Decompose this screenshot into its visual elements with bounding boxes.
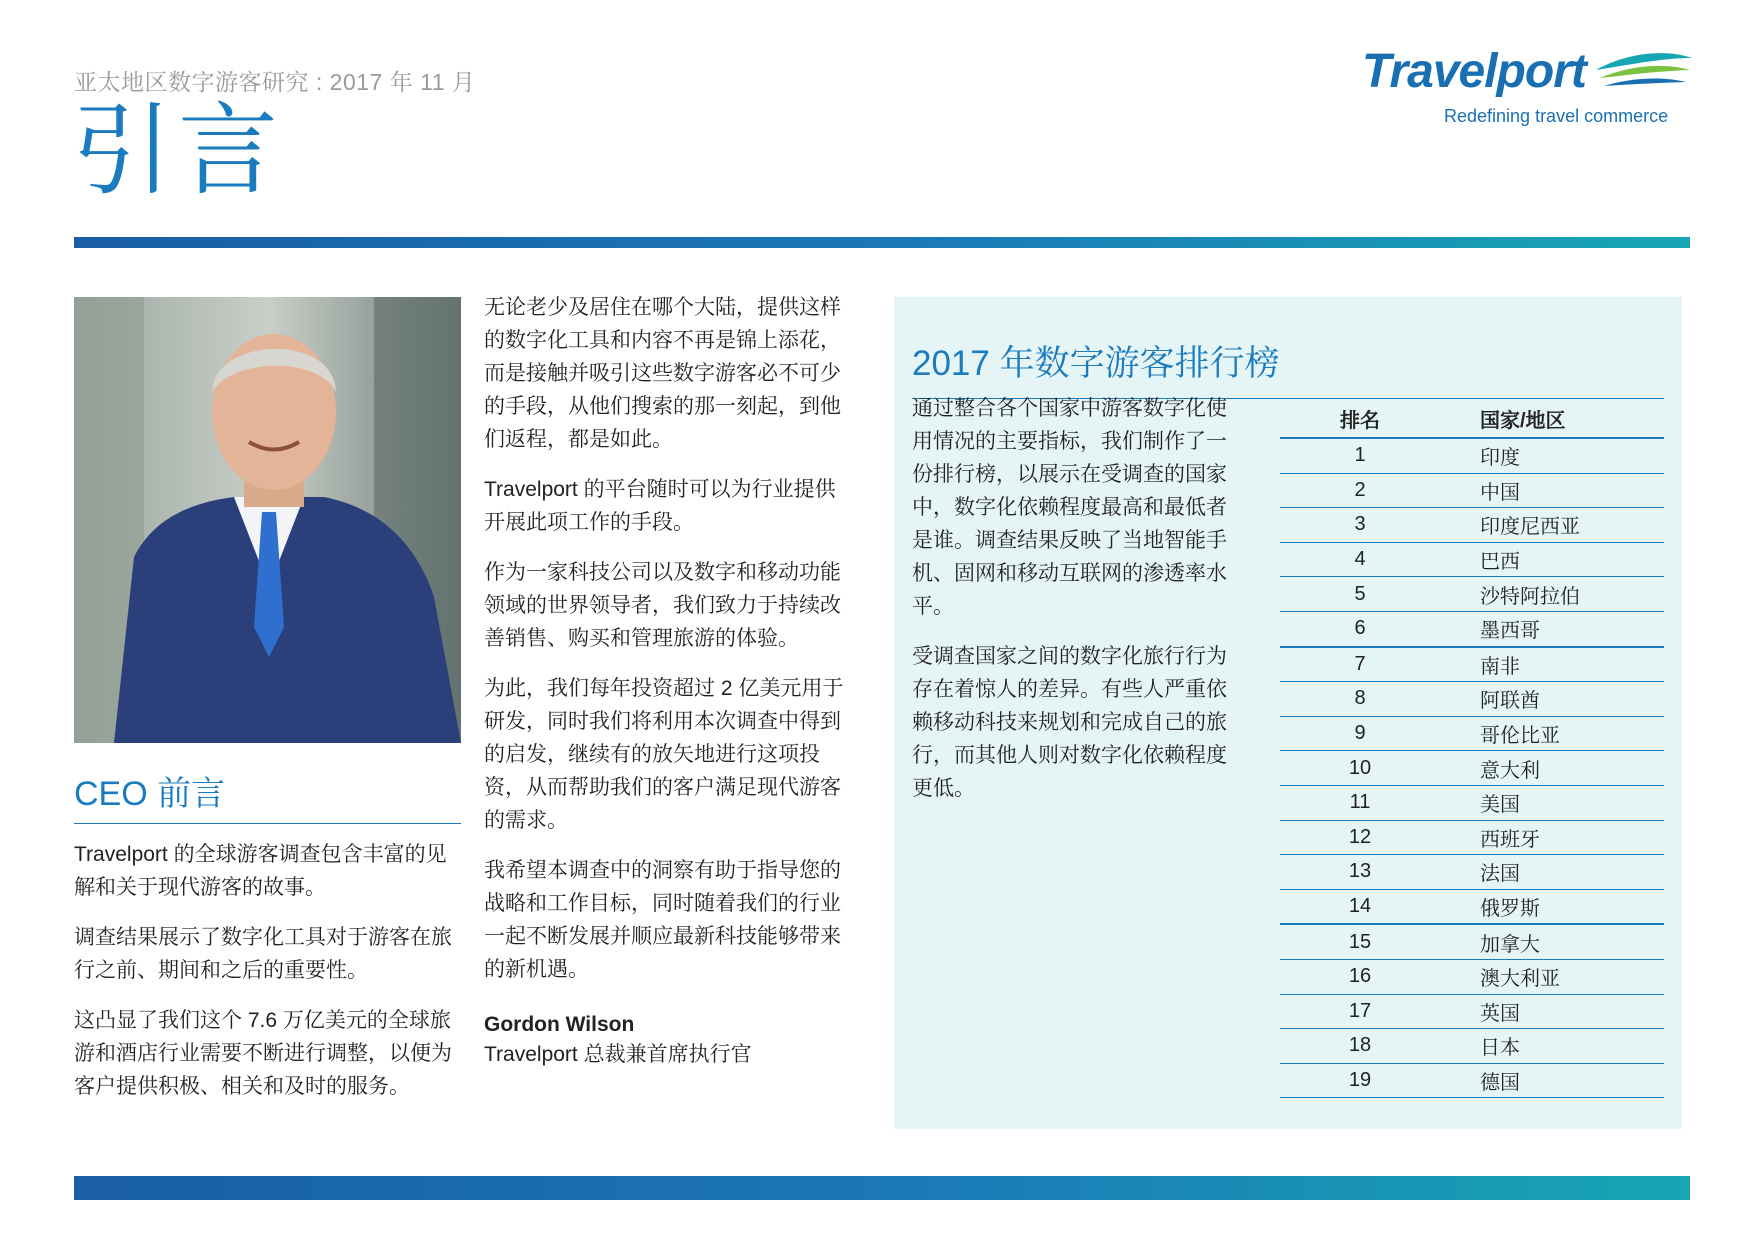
table-row [1280,611,1664,646]
country-cell: 澳大利亚 [1440,959,1664,994]
table-row [1280,577,1664,612]
rank-cell: 17 [1280,994,1440,1029]
ceo-paragraph: 这凸显了我们这个 7.6 万亿美元的全球旅游和酒店行业需要不断进行调整，以便为客户提供积极、相关和及时的服务。 [74,1009,452,1098]
table-row [1280,682,1664,717]
rank-cell: 15 [1280,924,1440,959]
table-row [1280,508,1664,543]
country-cell: 加拿大 [1440,924,1664,959]
table-row [1280,716,1664,751]
country-cell: 阿联酋 [1440,682,1664,717]
ranking-table [1280,398,1664,1098]
country-cell: 哥伦比亚 [1440,716,1664,751]
ranking-description [912,392,1232,822]
country-cell: 印度 [1440,438,1664,473]
rank-cell: 16 [1280,959,1440,994]
country-cell: 巴西 [1440,542,1664,577]
table-row [1280,820,1664,855]
rank-cell: 13 [1280,855,1440,890]
rank-cell: 10 [1280,751,1440,786]
table-row [1280,889,1664,924]
letter-paragraph: Travelport 的平台随时可以为行业提供开展此项工作的手段。 [484,478,836,534]
ceo-portrait-photo [74,297,461,743]
country-cell: 中国 [1440,473,1664,508]
report-subtitle: 亚太地区数字游客研究 : 2017 年 11 月 [74,69,476,95]
rank-cell: 6 [1280,611,1440,646]
letter-paragraph: 作为一家科技公司以及数字和移动功能领域的世界领导者，我们致力于持续改善销售、购买和管理旅游的体验。 [484,561,841,650]
country-cell: 墨西哥 [1440,611,1664,646]
rank-cell: 18 [1280,1029,1440,1064]
footer-divider-bar [74,1176,1690,1200]
table-row [1280,924,1664,959]
ceo-paragraph: 调查结果展示了数字化工具对于游客在旅行之前、期间和之后的重要性。 [74,926,452,982]
table-row [1280,647,1664,682]
country-cell: 法国 [1440,855,1664,890]
table-row [1280,751,1664,786]
signature-role: Travelport 总裁兼首席执行官 [484,1043,752,1066]
rank-cell: 7 [1280,647,1440,682]
ranking-title: 2017 年数字游客排行榜 [912,336,1664,399]
rank-cell: 2 [1280,473,1440,508]
rank-cell: 1 [1280,438,1440,473]
table-row [1280,1029,1664,1064]
table-row [1280,959,1664,994]
rank-cell: 11 [1280,785,1440,820]
table-row [1280,785,1664,820]
rank-cell: 3 [1280,508,1440,543]
rank-column-header: 排名 [1280,399,1440,439]
travelport-logo [1362,44,1692,134]
rank-cell: 14 [1280,889,1440,924]
country-cell: 南非 [1440,647,1664,682]
signature-name: Gordon Wilson [484,1013,635,1036]
letter-paragraph: 无论老少及居住在哪个大陆，提供这样的数字化工具和内容不再是锦上添花，而是接触并吸引这些数字游客必不可少的手段，从他们搜索的那一刻起，到他们返程，都是如此。 [484,296,841,451]
country-cell: 西班牙 [1440,820,1664,855]
ranking-paragraph: 通过整合各个国家中游客数字化使用情况的主要指标，我们制作了一份排行榜，以展示在受调查的国家中，数字化依赖程度最高和最低者是谁。调查结果反映了当地智能手机、固网和移动互联网的渗透率水平。 [912,397,1227,618]
rank-cell: 8 [1280,682,1440,717]
country-cell: 沙特阿拉伯 [1440,577,1664,612]
header-divider-bar [74,237,1690,248]
logo-tagline: Redefining travel commerce [1444,106,1669,126]
ceo-foreword-heading: CEO 前言 [74,766,461,824]
table-row [1280,473,1664,508]
rank-cell: 5 [1280,577,1440,612]
table-row [1280,542,1664,577]
ranking-paragraph: 受调查国家之间的数字化旅行行为存在着惊人的差异。有些人严重依赖移动科技来规划和完成自己的旅行，而其他人则对数字化依赖程度更低。 [912,645,1227,800]
ranking-panel [894,297,1682,1129]
ceo-paragraph: Travelport 的全球游客调查包含丰富的见解和关于现代游客的故事。 [74,843,447,899]
country-cell: 德国 [1440,1063,1664,1098]
table-header-row [1280,399,1664,439]
letter-paragraph: 为此，我们每年投资超过 2 亿美元用于研发，同时我们将利用本次调查中得到的启发，继续有的放矢地进行这项投资，从而帮助我们的客户满足现代游客的需求。 [484,677,844,832]
country-cell: 日本 [1440,1029,1664,1064]
page-title: 引言 [72,95,284,207]
country-cell: 美国 [1440,785,1664,820]
rank-cell: 4 [1280,542,1440,577]
portrait-illustration [74,297,461,743]
table-row [1280,438,1664,473]
table-row [1280,855,1664,890]
logo-wing-icon [1594,44,1694,104]
letter-paragraph: 我希望本调查中的洞察有助于指导您的战略和工作目标，同时随着我们的行业一起不断发展并顺应最新科技能够带来的新机遇。 [484,859,841,981]
rank-cell: 19 [1280,1063,1440,1098]
ceo-foreword-section [74,766,461,1120]
table-row [1280,1063,1664,1098]
country-cell: 印度尼西亚 [1440,508,1664,543]
logo-wordmark: Travelport [1362,45,1586,98]
country-cell: 意大利 [1440,751,1664,786]
rank-cell: 9 [1280,716,1440,751]
country-column-header: 国家/地区 [1440,399,1664,439]
table-row [1280,994,1664,1029]
country-cell: 俄罗斯 [1440,889,1664,924]
country-cell: 英国 [1440,994,1664,1029]
rank-cell: 12 [1280,820,1440,855]
ceo-letter-column [484,291,854,1070]
